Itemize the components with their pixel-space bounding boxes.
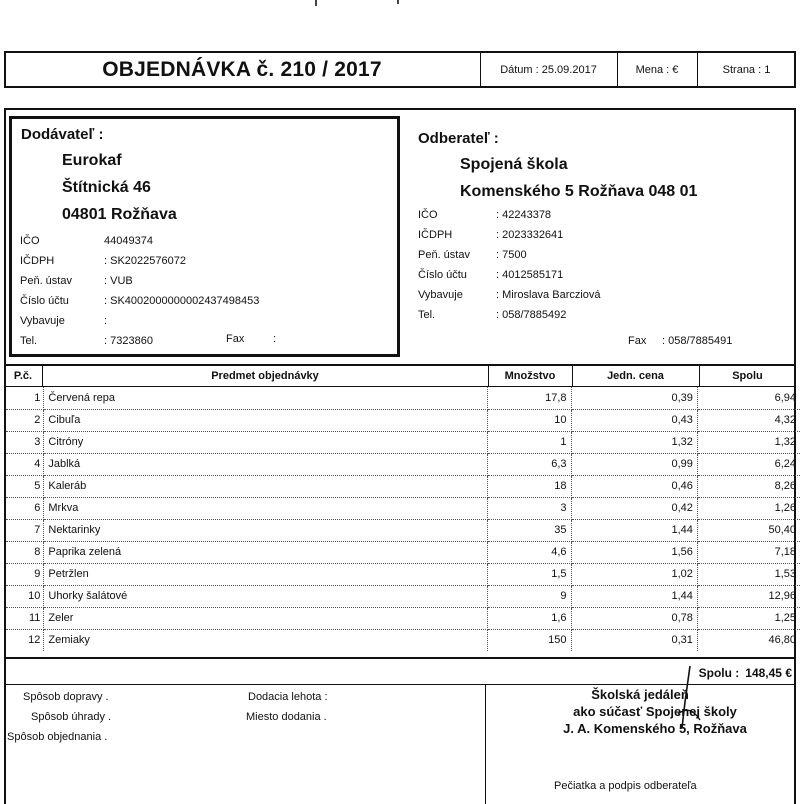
table-bottom-rule — [4, 657, 796, 659]
row-item: Nektarinky — [44, 519, 488, 541]
table-row — [6, 475, 800, 497]
row-qty: 1,5 — [487, 563, 571, 585]
row-total: 1,26 — [697, 497, 800, 519]
row-item: Červená repa — [44, 387, 488, 409]
row-price: 1,32 — [571, 431, 697, 453]
delivery-place: Miesto dodania . — [246, 711, 327, 723]
customer-fax-value: : 058/7885491 — [662, 335, 733, 347]
row-total: 8,26 — [697, 475, 800, 497]
row-no: 8 — [6, 541, 44, 563]
field-label: Peň. ústav — [418, 249, 470, 261]
sum-value: 148,45 € — [745, 666, 792, 680]
row-total: 1,32 — [697, 431, 800, 453]
row-total: 1,25 — [697, 607, 800, 629]
row-no: 10 — [6, 585, 44, 607]
supplier-fax-value: : — [273, 333, 277, 345]
field-value: : SK4002000000002437498453 — [104, 295, 260, 307]
field-value: : SK2022576072 — [104, 255, 186, 267]
field-label: Tel. — [20, 335, 38, 347]
table-row — [6, 541, 800, 563]
row-price: 0,99 — [571, 453, 697, 475]
row-price: 0,39 — [571, 387, 697, 409]
customer-name: Spojená škola — [460, 156, 568, 173]
field-label: Vybavuje — [418, 289, 463, 301]
field-label: IČO — [20, 235, 40, 247]
field-label: Tel. — [418, 309, 436, 321]
table-row — [6, 519, 800, 541]
row-price: 0,46 — [571, 475, 697, 497]
supplier-city: 04801 Rožňava — [62, 206, 177, 223]
customer-address: Komenského 5 Rožňava 048 01 — [460, 183, 698, 200]
row-price: 1,56 — [571, 541, 697, 563]
supplier-heading: Dodávateľ : — [21, 126, 104, 143]
table-row — [6, 431, 800, 453]
stamp-line-2: ako súčasť Spojenej školy — [573, 704, 737, 719]
supplier-street: Štítnická 46 — [62, 179, 151, 196]
row-qty: 9 — [487, 585, 571, 607]
row-qty: 17,8 — [487, 387, 571, 409]
row-qty: 150 — [487, 629, 571, 651]
supplier-details — [20, 231, 259, 351]
header-col-line — [572, 366, 573, 386]
ordering-method: Spôsob objednania . — [7, 731, 108, 743]
field-value: : 058/7885492 — [496, 309, 567, 321]
transport-method: Spôsob dopravy . — [23, 691, 109, 703]
row-total: 46,80 — [768, 634, 796, 647]
field-label: IČDPH — [418, 229, 453, 241]
field-label: Číslo účtu — [418, 269, 467, 281]
table-row — [6, 497, 800, 519]
col-header-price: Jedn. cena — [607, 370, 664, 382]
row-qty: 35 — [487, 519, 571, 541]
items-table — [6, 387, 800, 651]
sum-label: Spolu : — [698, 666, 740, 680]
field-label: Peň. ústav — [20, 275, 72, 287]
row-item: Uhorky šalátové — [44, 585, 488, 607]
order-title: OBJEDNÁVKA č. 210 / 2017 — [102, 57, 382, 81]
customer-fax-label: Fax — [628, 335, 647, 347]
row-total: 12,96 — [697, 585, 800, 607]
row-price: 1,44 — [571, 585, 697, 607]
order-date: Dátum : 25.09.2017 — [500, 63, 597, 76]
row-item: Paprika zelená — [44, 541, 488, 563]
row-price: 0,42 — [571, 497, 697, 519]
table-row — [6, 585, 800, 607]
header-col-line — [42, 366, 43, 386]
customer-details — [418, 205, 601, 325]
row-no: 11 — [6, 607, 44, 629]
col-header-total: Spolu — [732, 370, 763, 382]
field-value: : 4012585171 — [496, 269, 564, 281]
row-no: 7 — [6, 519, 44, 541]
col-header-no: P.č. — [13, 370, 33, 382]
row-total: 6,94 — [697, 387, 800, 409]
scan-mark — [315, 0, 317, 6]
supplier-name: Eurokaf — [62, 152, 122, 169]
row-price: 0,43 — [571, 409, 697, 431]
row-qty: 6,3 — [487, 453, 571, 475]
row-no: 5 — [6, 475, 44, 497]
row-total: 4,32 — [697, 409, 800, 431]
field-label: Vybavuje — [20, 315, 65, 327]
field-value: : 7500 — [496, 249, 527, 261]
col-header-item: Predmet objednávky — [211, 370, 319, 382]
order-page: Strana : 1 — [722, 63, 771, 76]
row-qty: 1,6 — [487, 607, 571, 629]
field-value: : Miroslava Barcziová — [496, 289, 601, 301]
supplier-fax-label: Fax — [226, 333, 245, 345]
row-no: 2 — [6, 409, 44, 431]
delivery-term: Dodacia lehota : — [248, 691, 328, 703]
row-no: 9 — [6, 563, 44, 585]
order-currency: Mena : € — [635, 63, 679, 76]
row-item: Jablká — [44, 453, 488, 475]
row-total: 50,40 — [697, 519, 800, 541]
header-col-line — [699, 366, 700, 386]
row-item: Zemiaky — [44, 629, 488, 651]
row-item: Kaleráb — [44, 475, 488, 497]
row-qty: 18 — [487, 475, 571, 497]
row-price: 0,31 — [571, 629, 697, 651]
row-qty: 1 — [487, 431, 571, 453]
row-price: 0,78 — [571, 607, 697, 629]
row-item: Citróny — [44, 431, 488, 453]
row-item: Petržlen — [44, 563, 488, 585]
table-row — [6, 409, 800, 431]
stamp-line-3: J. A. Komenského 5, Rožňava — [563, 721, 747, 736]
row-no: 12 — [6, 629, 44, 651]
table-row — [6, 607, 800, 629]
field-label: Číslo účtu — [20, 295, 69, 307]
field-label: IČO — [418, 209, 438, 221]
row-qty: 3 — [487, 497, 571, 519]
table-row — [6, 453, 800, 475]
header-col-line — [488, 366, 489, 386]
row-no: 1 — [6, 387, 44, 409]
scan-mark — [397, 0, 399, 4]
row-qty: 4,6 — [487, 541, 571, 563]
col-header-qty: Množstvo — [504, 370, 556, 382]
row-item: Zeler — [44, 607, 488, 629]
field-value: : — [104, 315, 108, 327]
payment-method: Spôsob úhrady . — [31, 711, 112, 723]
row-qty: 10 — [487, 409, 571, 431]
customer-heading: Odberateľ : — [418, 130, 499, 147]
row-no: 4 — [6, 453, 44, 475]
row-no: 6 — [6, 497, 44, 519]
table-row — [6, 563, 800, 585]
table-row — [6, 629, 800, 651]
footer-divider — [485, 685, 486, 804]
row-total: 7,18 — [697, 541, 800, 563]
field-value: : 42243378 — [496, 209, 552, 221]
row-item: Cibuľa — [44, 409, 488, 431]
signature-mark — [670, 662, 710, 732]
row-price: 1,02 — [571, 563, 697, 585]
stamp-line-1: Školská jedáleň — [591, 687, 689, 702]
row-no: 3 — [6, 431, 44, 453]
field-value: : VUB — [104, 275, 133, 287]
table-row — [6, 387, 800, 409]
field-value: : 7323860 — [104, 335, 153, 347]
row-price: 1,44 — [571, 519, 697, 541]
row-total: 1,53 — [697, 563, 800, 585]
row-total: 6,24 — [697, 453, 800, 475]
field-label: IČDPH — [20, 255, 55, 267]
row-item: Mrkva — [44, 497, 488, 519]
field-value: : 2023332641 — [496, 229, 564, 241]
field-value: 44049374 — [104, 235, 153, 247]
signature-label: Pečiatka a podpis odberateľa — [554, 780, 697, 792]
